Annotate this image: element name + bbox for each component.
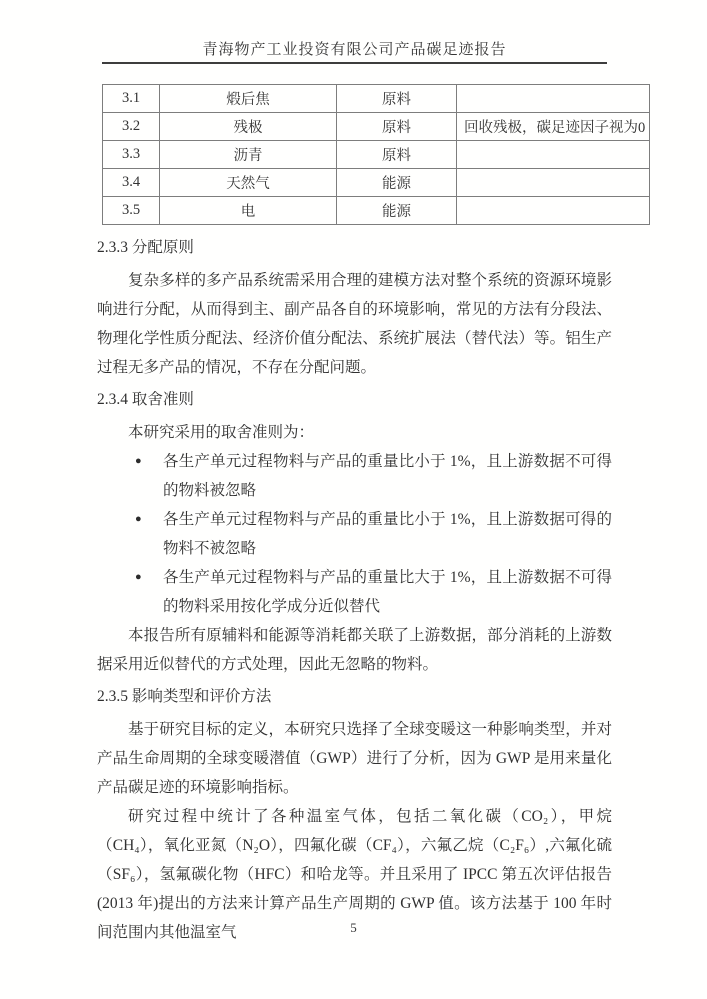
cell-category: 能源 <box>337 169 457 197</box>
cell-material-name: 沥青 <box>160 141 337 169</box>
bullet-icon: ● <box>135 513 142 525</box>
cell-material-name: 残极 <box>160 113 337 141</box>
cell-note <box>457 169 650 197</box>
list-item <box>135 447 612 505</box>
cell-note <box>457 197 650 225</box>
cell-row-number: 3.3 <box>103 141 160 169</box>
cell-category: 原料 <box>337 141 457 169</box>
cell-category: 原料 <box>337 113 457 141</box>
allocation-paragraph: 复杂多样的多产品系统需采用合理的建模方法对整个系统的资源环境影响进行分配，从而得到主、副产品各自的环境影响，常见的方法有分段法、物理化学性质分配法、经济价值分配法、系统扩展法（替代法）等。铝生产过程无多产品的情况，不存在分配问题。 <box>97 272 612 376</box>
cell-row-number: 3.5 <box>103 197 160 225</box>
page-number: 5 <box>350 920 357 935</box>
materials-table <box>102 84 650 225</box>
bullet-text: 各生产单元过程物料与产品的重量比大于 1%，且上游数据不可得的物料采用按化学成分近似替代 <box>163 569 612 615</box>
cutoff-intro: 本研究采用的取舍准则为： <box>128 424 315 441</box>
section-heading-2-3-4: 2.3.4 取舍准则 <box>97 391 194 408</box>
cell-row-number: 3.4 <box>103 169 160 197</box>
cutoff-paragraph: 本报告所有原辅料和能源等消耗都关联了上游数据，部分消耗的上游数据采用近似替代的方式处理，因此无忽略的物料。 <box>97 627 612 673</box>
impact-paragraph-2: 研究过程中统计了各种温室气体，包括二氧化碳（CO₂），甲烷（CH₄），氧化亚氮（N₂O），四氟化碳（CF₄），六氟乙烷（C₂F₆）,六氟化硫（SF₆），氢氟碳化物（HFC）和哈龙等。并且采用了 IPCC 第五次评估报告(2013 年)提出的方法来计算产品生产周期的 GWP 值。该方法基于 100 年时间范围内其他温室气 <box>97 808 612 941</box>
table-row <box>103 197 650 225</box>
cell-note <box>457 85 650 113</box>
cell-note: 回收残极，碳足迹因子视为0 <box>457 113 650 141</box>
bullet-text: 各生产单元过程物料与产品的重量比小于 1%，且上游数据不可得的物料被忽略 <box>163 453 612 499</box>
document-body <box>97 233 612 947</box>
cell-category: 原料 <box>337 85 457 113</box>
cell-note <box>457 141 650 169</box>
cell-material-name: 电 <box>160 197 337 225</box>
cell-row-number: 3.1 <box>103 85 160 113</box>
page-header <box>102 38 607 64</box>
table-row <box>103 141 650 169</box>
impact-paragraph-1: 基于研究目标的定义，本研究只选择了全球变暖这一种影响类型，并对产品生命周期的全球变暖潜值（GWP）进行了分析，因为 GWP 是用来量化产品碳足迹的环境影响指标。 <box>97 721 612 796</box>
page-footer <box>0 919 707 937</box>
header-title: 青海物产工业投资有限公司产品碳足迹报告 <box>202 42 507 58</box>
list-item <box>135 563 612 621</box>
table-row <box>103 169 650 197</box>
cell-material-name: 煅后焦 <box>160 85 337 113</box>
cell-category: 能源 <box>337 197 457 225</box>
section-heading-2-3-5: 2.3.5 影响类型和评价方法 <box>97 688 272 705</box>
bullet-icon: ● <box>135 571 142 583</box>
table-row <box>103 85 650 113</box>
cutoff-bullet-list <box>97 447 612 621</box>
cell-row-number: 3.2 <box>103 113 160 141</box>
bullet-icon: ● <box>135 455 142 467</box>
bullet-text: 各生产单元过程物料与产品的重量比小于 1%，且上游数据可得的物料不被忽略 <box>163 511 612 557</box>
list-item <box>135 505 612 563</box>
section-heading-2-3-3: 2.3.3 分配原则 <box>97 239 194 256</box>
table-row <box>103 113 650 141</box>
cell-material-name: 天然气 <box>160 169 337 197</box>
